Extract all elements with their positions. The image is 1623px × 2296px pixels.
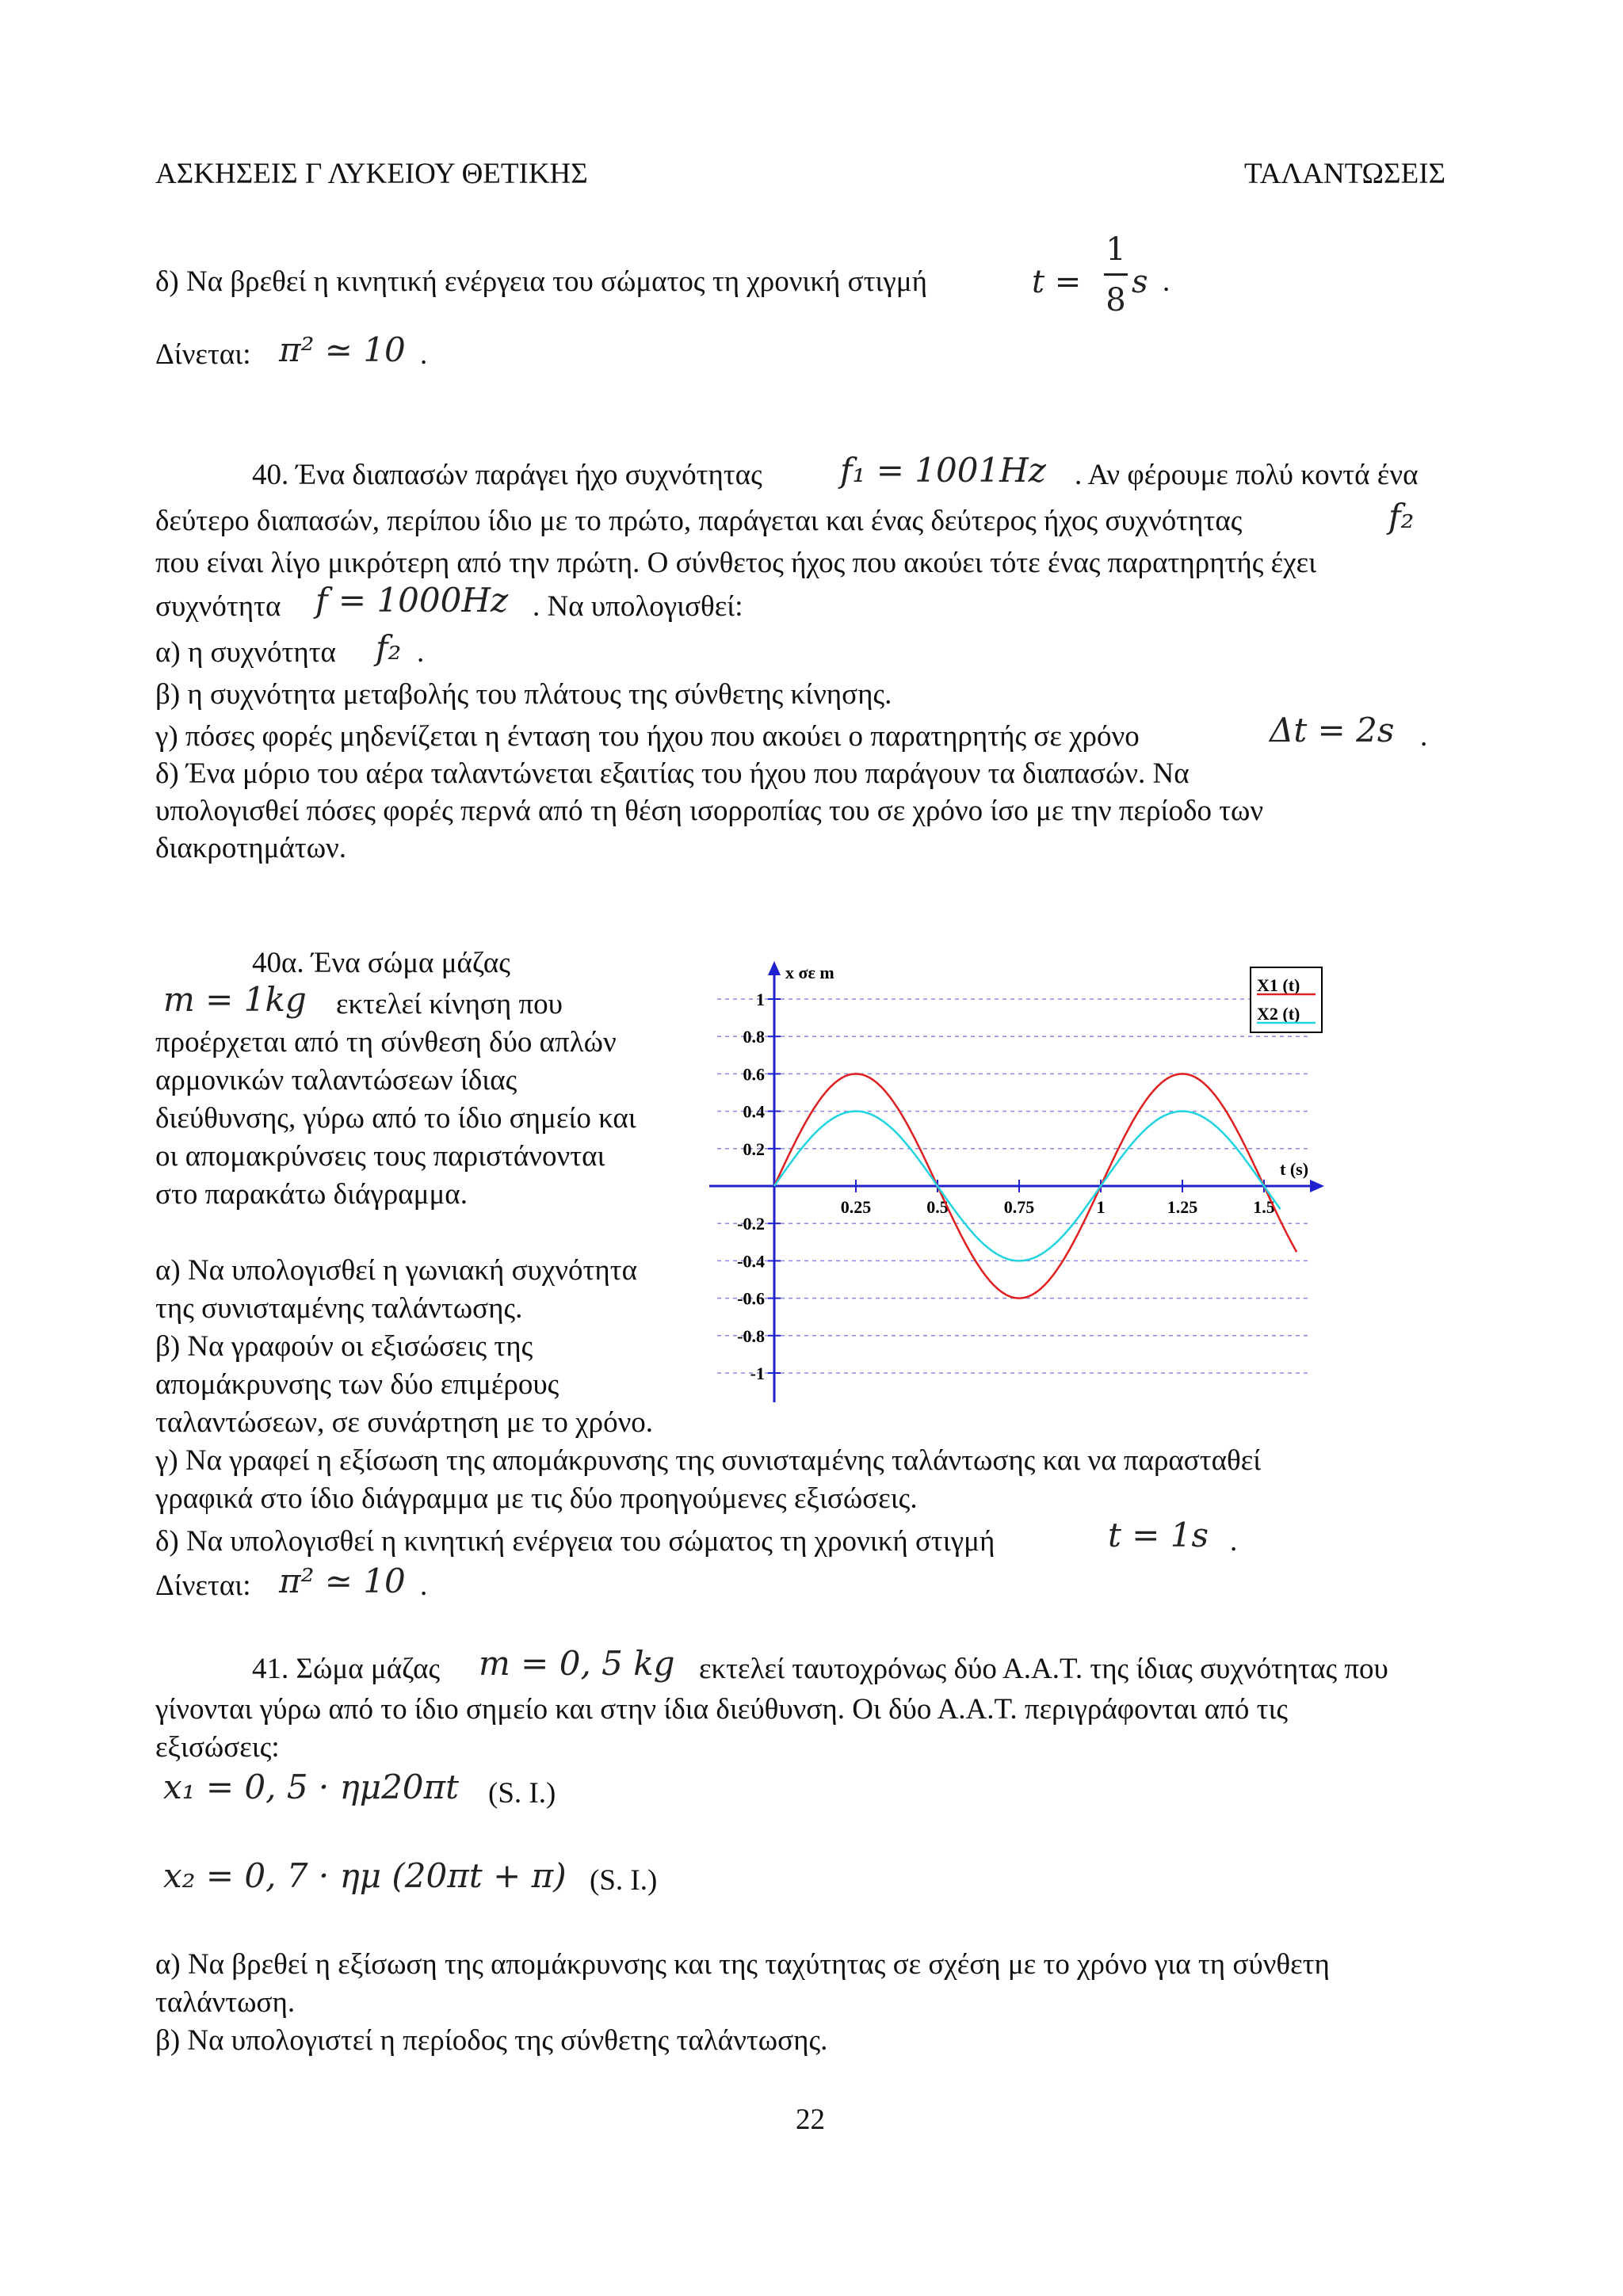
y-tick-label: -0.2: [737, 1214, 765, 1234]
ex41-line2: γίνονται γύρω από το ίδιο σημείο και στην ίδια διεύθυνση. Οι δύο Α.Α.Τ. περιγράφονται από τις: [155, 1693, 1289, 1726]
ex40a-line6: οι απομακρύνσεις τους παριστάνονται: [155, 1140, 605, 1173]
ex41-eq2-si: (S. I.): [590, 1864, 658, 1897]
ex41-a-line1: α) Να βρεθεί η εξίσωση της απομάκρυνσης και της ταχύτητας σε σχέση με το χρόνο για τη σύνθετη: [155, 1948, 1330, 1981]
y-tick-label: 1: [756, 990, 765, 1009]
ex40a-line4: αρμονικών ταλαντώσεων ίδιας: [155, 1064, 517, 1097]
ex40a-d-end: .: [1230, 1525, 1238, 1558]
ex40-c-end: .: [1420, 720, 1428, 753]
ex40a-a-line2: της συνισταμένης ταλάντωσης.: [155, 1292, 523, 1325]
prev-d-frac-num: 1: [1106, 231, 1126, 268]
ex40-a-end: .: [417, 636, 425, 669]
ex40-line4-a: συχνότητα: [155, 590, 281, 623]
y-tick-label: 0.2: [743, 1138, 765, 1159]
y-tick-label: -1: [750, 1363, 765, 1383]
x-axis-label: t (s): [1280, 1159, 1309, 1179]
ex40a-a-line1: α) Να υπολογισθεί η γωνιακή συχνότητα: [155, 1254, 637, 1287]
ex40-d-line2: υπολογισθεί πόσες φορές περνά από τη θέση ισορροπίας του σε χρόνο ίσο με την περίοδο των: [155, 795, 1264, 827]
ex40a-b-line2: απομάκρυνσης των δύο επιμέρους: [155, 1368, 559, 1401]
ex41-line3: εξισώσεις:: [155, 1731, 280, 1764]
ex40-line1-math: f₁ = 1001Hz: [840, 451, 1046, 490]
ex40a-line2-math: m = 1kg: [163, 980, 307, 1019]
displacement-chart: [709, 955, 1335, 1430]
ex40a-given-end: .: [420, 1569, 428, 1602]
ex40a-line1: 40α. Ένα σώμα μάζας: [252, 947, 510, 979]
ex41-line1-a: 41. Σώμα μάζας: [252, 1653, 441, 1685]
ex40a-line3: προέρχεται από τη σύνθεση δύο απλών: [155, 1026, 617, 1058]
y-tick-label: -0.4: [737, 1251, 765, 1272]
prev-d-frac-den: 8: [1106, 282, 1126, 318]
ex40a-c-line1: γ) Να γραφεί η εξίσωση της απομάκρυνσης της συνισταμένης ταλάντωσης και να παρασταθεί: [155, 1444, 1262, 1477]
y-tick-label: 0.8: [743, 1027, 765, 1047]
legend-label: X2 (t): [1257, 1004, 1300, 1024]
page-number: 22: [796, 2103, 825, 2136]
y-axis-arrow: [768, 961, 781, 975]
fraction-bar: [1104, 273, 1128, 276]
ex41-b: β) Να υπολογιστεί η περίοδος της σύνθετης ταλάντωσης.: [155, 2024, 828, 2057]
prev-d-end: .: [1163, 265, 1170, 298]
prev-d-unit: s: [1132, 264, 1148, 300]
ex40-line4-math: f = 1000Hz: [315, 581, 509, 620]
ex40a-c-line2: γραφικά στο ίδιο διάγραμμα με τις δύο προηγούμενες εξισώσεις.: [155, 1482, 918, 1515]
ex40a-line2-b: εκτελεί κίνηση που: [336, 988, 563, 1020]
prev-d-math: t =: [1032, 264, 1082, 300]
ex40-line2-a: δεύτερο διαπασών, περίπου ίδιο με το πρώτο, παράγεται και ένας δεύτερος ήχος συχνότητας: [155, 505, 1243, 537]
ex41-eq1-math: x₁ = 0, 5 · ημ20πt: [163, 1768, 459, 1806]
ex40a-d-math: t = 1s: [1108, 1516, 1209, 1554]
ex40a-line5: διεύθυνσης, γύρω από το ίδιο σημείο και: [155, 1102, 636, 1135]
x-tick-label: 0.75: [1003, 1197, 1035, 1217]
ex40-d-line1: δ) Ένα μόριο του αέρα ταλαντώνεται εξαιτίας του ήχου που παράγουν τα διαπασών. Να: [155, 757, 1190, 790]
ex40a-given-label: Δίνεται:: [155, 1569, 251, 1602]
x-tick-label: 1: [1096, 1197, 1106, 1217]
ex40-c-math: Δt = 2s: [1270, 711, 1395, 749]
ex40-c-text: γ) πόσες φορές μηδενίζεται η ένταση του ήχου που ακούει ο παρατηρητής σε χρόνο: [155, 720, 1140, 753]
ex41-eq1-si: (S. I.): [488, 1777, 556, 1810]
ex40a-b-line3: ταλαντώσεων, σε συνάρτηση με το χρόνο.: [155, 1406, 654, 1439]
ex40-line3: που είναι λίγο μικρότερη από την πρώτη. Ο σύνθετος ήχος που ακούει τότε ένας παρατηρητής έχει: [155, 547, 1317, 579]
ex40a-line7: στο παρακάτω διάγραμμα.: [155, 1178, 468, 1211]
y-tick-label: -0.6: [737, 1288, 765, 1309]
ex40-line2-math: f₂: [1388, 497, 1415, 536]
header-right: ΤΑΛΑΝΤΩΣΕΙΣ: [1244, 158, 1446, 190]
header-left: ΑΣΚΗΣΕΙΣ Γ ΛΥΚΕΙΟΥ ΘΕΤΙΚΗΣ: [155, 158, 588, 190]
ex40-a-math: f₂: [376, 628, 402, 667]
y-tick-label: -0.8: [737, 1325, 765, 1346]
prev-d-text: δ) Να βρεθεί η κινητική ενέργεια του σώματος τη χρονική στιγμή: [155, 265, 927, 298]
ex40-line4-b: . Να υπολογισθεί:: [533, 590, 743, 623]
ex40-line1-a: 40. Ένα διαπασών παράγει ήχο συχνότητας: [252, 459, 762, 491]
ex41-eq2-math: x₂ = 0, 7 · ημ (20πt + π): [163, 1856, 567, 1895]
y-axis-label: x σε m: [785, 963, 834, 982]
ex40a-d-text: δ) Να υπολογισθεί η κινητική ενέργεια του σώματος τη χρονική στιγμή: [155, 1525, 995, 1558]
ex40-b: β) η συχνότητα μεταβολής του πλάτους της σύνθετης κίνησης.: [155, 678, 892, 711]
x-tick-label: 0.5: [926, 1197, 949, 1217]
prev-given-math: π² ≃ 10: [279, 330, 406, 369]
prev-given-label: Δίνεται:: [155, 338, 251, 371]
x-tick-label: 0.25: [840, 1197, 872, 1217]
ex41-line1-b: εκτελεί ταυτοχρόνως δύο Α.Α.Τ. της ίδιας συχνότητας που: [699, 1653, 1388, 1685]
legend-label: X1 (t): [1257, 975, 1300, 995]
y-tick-label: 0.6: [743, 1064, 765, 1085]
ex41-line1-math: m = 0, 5 kg: [479, 1644, 675, 1683]
y-tick-label: 0.4: [743, 1101, 765, 1122]
x-tick-label: 1.5: [1253, 1197, 1275, 1217]
prev-given-end: .: [420, 338, 428, 371]
x-tick-label: 1.25: [1167, 1197, 1198, 1217]
ex40a-b-line1: β) Να γραφούν οι εξισώσεις της: [155, 1330, 533, 1363]
x-axis-arrow: [1310, 1180, 1324, 1192]
ex40a-given-math: π² ≃ 10: [279, 1562, 406, 1600]
ex41-a-line2: ταλάντωση.: [155, 1986, 296, 2019]
ex40-a-text: α) η συχνότητα: [155, 636, 336, 669]
ex40-d-line3: διακροτημάτων.: [155, 832, 347, 864]
ex40-line1-b: . Αν φέρουμε πολύ κοντά ένα: [1075, 459, 1419, 491]
